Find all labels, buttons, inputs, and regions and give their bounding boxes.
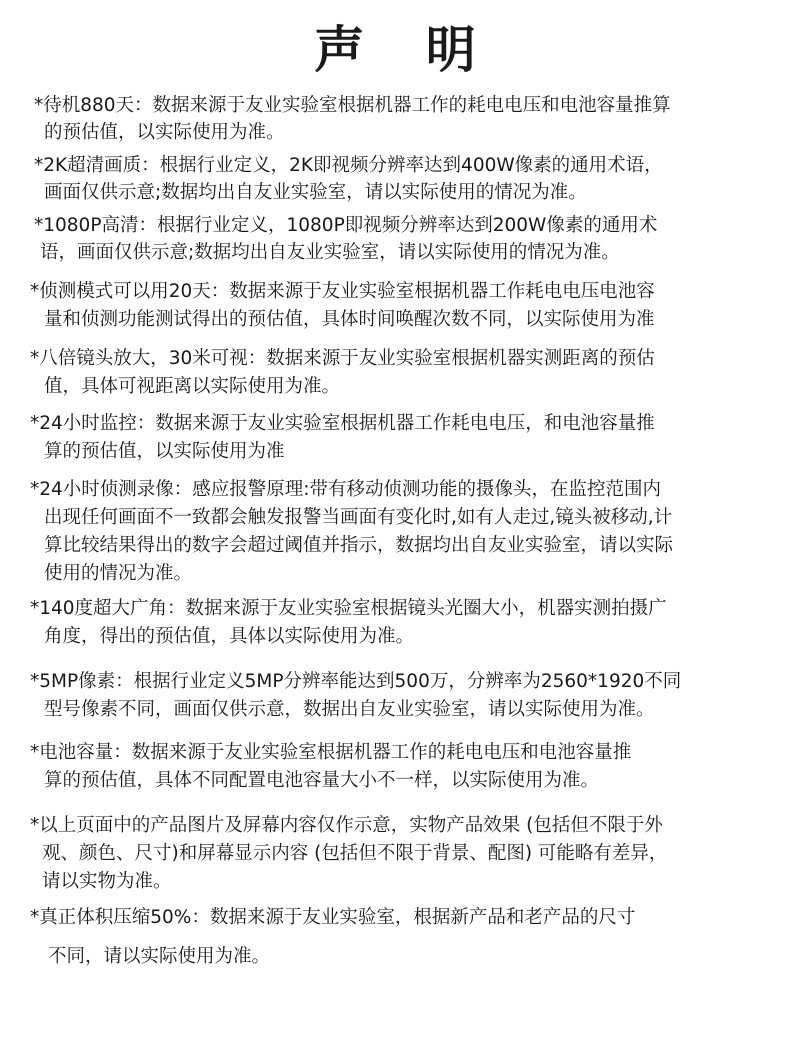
note-line: *5MP像素：根据行业定义5MP分辨率能达到500万，分辨率为2560*1920不同 — [30, 671, 682, 692]
note-line: 出现任何画面不一致都会触发报警当画面有变化时,如有人走过,镜头被移动,计 — [44, 507, 673, 528]
note-line: *待机880天：数据来源于友业实验室根据机器工作的耗电电压和电池容量推算 — [34, 95, 671, 116]
note-line: 角度，得出的预估值，具体以实际使用为准。 — [44, 626, 415, 647]
page-title: 声 明 — [314, 21, 498, 79]
note-line: 使用的情况为准。 — [44, 563, 193, 584]
note-line: 观、颜色、尺寸)和屏幕显示内容 (包括但不限于背景、配图) 可能略有差异， — [42, 843, 668, 864]
note-line: *24小时监控：数据来源于友业实验室根据机器工作耗电电压，和电池容量推 — [30, 413, 655, 434]
note-line: 语，画面仅供示意;数据均出自友业实验室，请以实际使用的情况为准。 — [40, 242, 620, 263]
note-line: 画面仅供示意;数据均出自友业实验室，请以实际使用的情况为准。 — [44, 182, 587, 203]
note-line: *侦测模式可以用20天：数据来源于友业实验室根据机器工作耗电电压电池容 — [30, 281, 655, 302]
note-line: *24小时侦测录像：感应报警原理:带有移动侦测功能的摄像头，在监控范围内 — [30, 479, 662, 500]
note-line: 请以实物为准。 — [42, 871, 172, 892]
note-line: *八倍镜头放大，30米可视：数据来源于友业实验室根据机器实测距离的预估 — [30, 348, 655, 369]
note-line: *2K超清画质：根据行业定义，2K即视频分辨率达到400W像素的通用术语， — [34, 155, 663, 176]
note-line: 型号像素不同，画面仅供示意，数据出自友业实验室，请以实际使用为准。 — [44, 699, 655, 720]
note-line: *140度超大广角：数据来源于友业实验室根据镜头光圈大小，机器实测拍摄广 — [30, 598, 667, 619]
note-line: 算的预估值，以实际使用为准 — [44, 441, 285, 462]
note-line: 算的预估值，具体不同配置电池容量大小不一样，以实际使用为准。 — [44, 770, 600, 791]
note-line: 量和侦测功能测试得出的预估值，具体时间唤醒次数不同，以实际使用为准 — [44, 309, 655, 330]
note-line: 不同，请以实际使用为准。 — [48, 946, 271, 967]
note-line: *以上页面中的产品图片及屏幕内容仅作示意，实物产品效果 (包括但不限于外 — [30, 815, 663, 836]
note-line: *电池容量：数据来源于友业实验室根据机器工作的耗电电压和电池容量推 — [30, 742, 632, 763]
note-line: *真正体积压缩50%：数据来源于友业实验室，根据新产品和老产品的尺寸 — [30, 907, 636, 928]
note-line: 的预估值，以实际使用为准。 — [44, 122, 285, 143]
note-line: *1080P高清：根据行业定义，1080P即视频分辨率达到200W像素的通用术 — [34, 215, 658, 236]
note-line: 值，具体可视距离以实际使用为准。 — [44, 376, 341, 397]
note-line: 算比较结果得出的数字会超过阈值并指示，数据均出自友业实验室，请以实际 — [44, 535, 674, 556]
